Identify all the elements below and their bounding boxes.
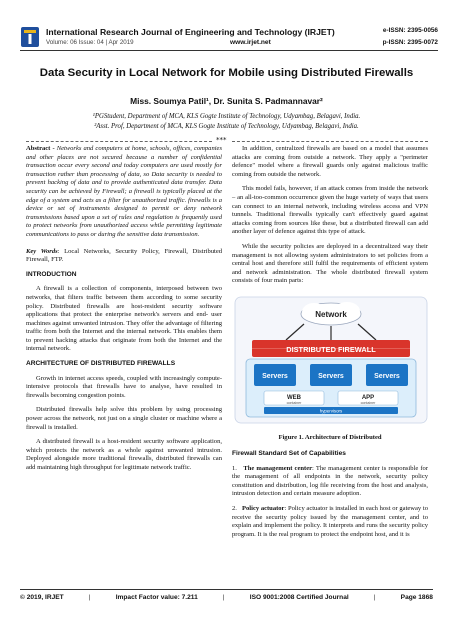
list-label-2: Policy actuator	[242, 505, 285, 513]
page-footer	[20, 594, 433, 601]
left-column	[26, 145, 222, 479]
footer-rule	[20, 589, 433, 590]
architecture-heading: ARCHITECTURE OF DISTRIBUTED FIREWALLS	[26, 360, 176, 368]
capabilities-heading: Firewall Standard Set of Capabilities	[232, 450, 346, 458]
architecture-paragraph-2: Distributed firewalls help solve this problem by using processing power across the network, not just on a single cluster or machine where a firewall is installed.	[26, 406, 222, 431]
architecture-paragraph-1: Growth in internet access speeds, coupled with increasingly compute-intensive protocols that firewalls have to analyse, have resulted in firewalls becoming congestion points.	[26, 374, 222, 399]
intro-heading: INTRODUCTION	[26, 270, 77, 278]
abstract-text: Networks and computers at home, schools, offices, companies and other places are not secured because a number of confidential transaction occur every second and today computers are used mostly for transaction rather than processing of data, so Data security is needed to prevent hacking of data and to provide authenticated data transfer. Data security can be achieved by Firewall; a firewall is typically placed at the edge of a system and acts as a filter for unauthorized traffic. firewalls is a device or set of instruments designed to permit or deny network transmissions based upon a set of rules and regulation is frequently used to protect networks from unauthorized access while permitting legitimate communications to pass or during the sensitive data transmission.	[26, 145, 222, 238]
footer-divider-1: |	[88, 594, 91, 601]
pissn: p-ISSN: 2395-0072	[382, 39, 438, 46]
app-container-label: container	[360, 400, 376, 405]
paper-authors: Miss. Soumya Patil¹, Dr. Sunita S. Padmannavar²	[130, 96, 323, 106]
journal-name: International Research Journal of Engineering and Technology (IRJET)	[46, 27, 335, 37]
app-label: APP	[361, 394, 375, 401]
list-label-1: The management center	[243, 464, 313, 472]
volume-line: Volume: 06 Issue: 04 | Apr 2019	[46, 39, 134, 46]
keywords-label: Key Words	[26, 247, 58, 255]
app-container	[338, 391, 398, 405]
list-number-1: 1.	[232, 464, 237, 472]
keywords	[26, 248, 222, 265]
web-container-label: container	[286, 400, 302, 405]
list-number-2: 2.	[232, 505, 237, 513]
footer-page: Page 1868	[400, 594, 433, 601]
affiliation-1: ¹PGStudent, Department of MCA, KLS Gogte Institute of Technology, Udyambag, Belagavi, India.	[92, 113, 361, 120]
firewall-label: DISTRIBUTED FIREWALL	[286, 344, 376, 354]
right-paragraph-2: This model fails, however, if an attack comes from inside the network – an all-too-common occurrence given the huge variety of ways that users can connect to an internal network, including wireless access and VPN tunnels. Traditional firewalls typically can't effectively guard against attacks coming from sources like these, but a distributed firewall can add another layer of defence against this type of attack.	[232, 185, 428, 236]
footer-divider-3: |	[373, 594, 376, 601]
right-paragraph-3: While the security policies are deployed in a decentralized way their management is not allowing system administrators to set policies from a central host and therefore still fulfil the requirements of efficient system and network administration. The whole distributed firewall system consists of four main parts:	[232, 242, 428, 285]
list-text-2: : Policy actuator is installed in each host or gateway to receive the security policy issued by the management center, and to explain and implement the policy. It interprets and runs the security policy program. It is the real program to protect the endpoint host, and it is	[232, 505, 428, 538]
header-rule	[20, 50, 438, 51]
footer-copyright: © 2019, IRJET	[20, 594, 64, 601]
journal-header	[20, 26, 438, 68]
affiliation-2: ²Asst. Prof, Department of MCA, KLS Gogte Institute of Technology, Udyambag, Belagavi, India.	[94, 123, 359, 130]
list-item-2	[232, 505, 428, 539]
separator-stars: ***	[216, 136, 227, 144]
keywords-text: : Local Networks, Security Policy, Firewall, Distributed Firewall, FTP.	[26, 247, 222, 264]
footer-impact: Impact Factor value: 7.211	[115, 594, 198, 601]
servers-label-1: Servers	[262, 372, 288, 380]
list-text-1: : The management center is responsible for the management of all endpoints in the network, security policy constitution and distribution, log file receiving from the host and analysis, intrusion detection and certain measure adoption.	[232, 464, 428, 498]
intro-paragraph: A firewall is a collection of components, interposed between two networks, that filters traffic between them according to some security policy. Distributed firewalls are host-resident security software applications that protect the enterprise network's servers and end- user machines against unwanted intrusion. They offer the advantage of filtering traffic from both the Internet and the internal network. This enables them to prevent hacking attacks that originate from both the Internet and the internal network.	[26, 285, 222, 353]
section-separator	[26, 138, 428, 144]
right-column	[232, 145, 428, 545]
list-item-1	[232, 465, 428, 499]
architecture-paragraph-3: A distributed firewall is a host-resident security software application, which protects the network as a whole against unwanted intrusion. Deployed alongside more traditional firewalls, distributed firewalls can add maintaining high throughput for legitimate network traffic.	[26, 438, 222, 471]
abstract-label: Abstract -	[26, 145, 57, 152]
server-box-3	[366, 364, 408, 386]
irjet-logo-icon	[20, 26, 40, 48]
hypervisors-label: hypervisors	[319, 408, 343, 414]
footer-divider-2: |	[222, 594, 225, 601]
footer-iso: ISO 9001:2008 Certified Journal	[249, 594, 349, 601]
server-box-2	[310, 364, 352, 386]
servers-label-2: Servers	[318, 372, 344, 380]
servers-label-3: Servers	[374, 372, 400, 380]
distributed-firewall-diagram	[234, 296, 428, 424]
network-label: Network	[315, 309, 347, 319]
web-label: WEB	[287, 394, 301, 401]
web-container	[264, 391, 324, 405]
right-paragraph-1: In addition, centralized firewalls are based on a model that assumes attacks are coming from outside a network. They apply a "perimeter defence" model where a firewall guards only against malicious traffic coming from outside the network.	[232, 145, 428, 178]
server-box-1	[254, 364, 296, 386]
paper-title: Data Security in Local Network for Mobile using Distributed Firewalls	[39, 67, 414, 79]
abstract	[26, 145, 222, 240]
eissn: e-ISSN: 2395-0056	[382, 27, 438, 34]
figure-caption: Figure 1. Architecture of Distributed	[278, 433, 382, 441]
journal-website: www.irjet.net	[230, 39, 271, 46]
